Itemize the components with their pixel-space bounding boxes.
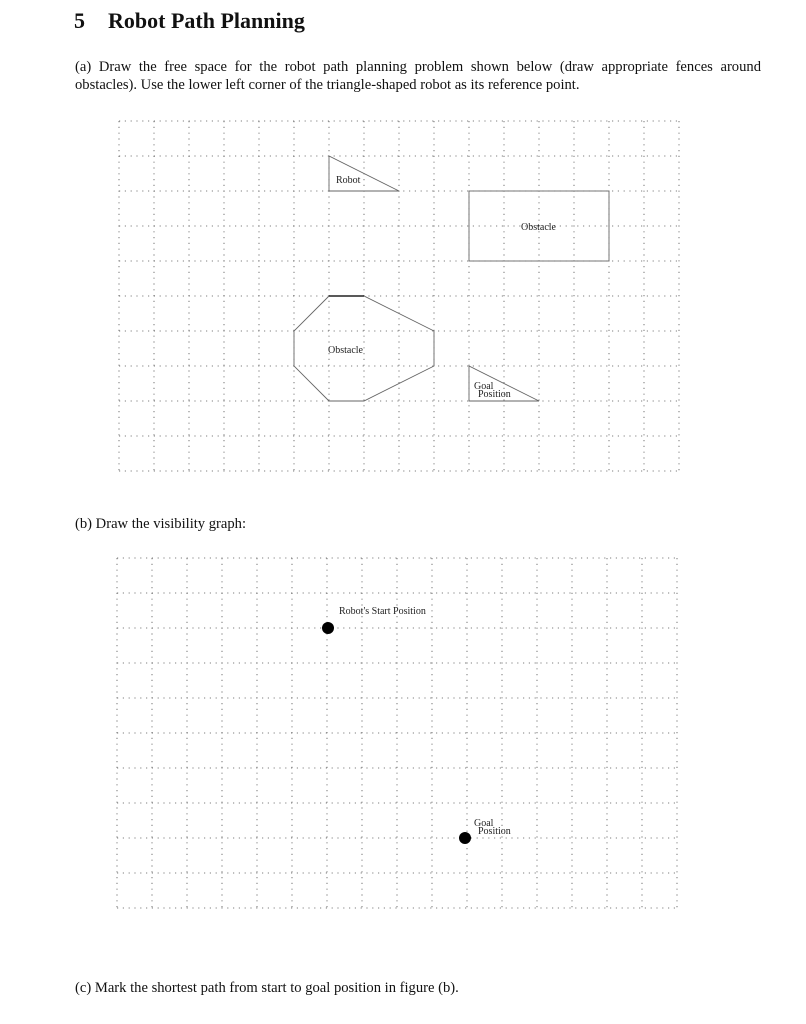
part-a-instructions: (a) Draw the free space for the robot path planning problem shown below (draw appropriate fences around obstacles). Use the lower left corner of the triangle-shaped robot as its reference point. <box>75 59 761 93</box>
start-point <box>322 622 334 634</box>
goal-label-line1: Goal <box>474 381 494 392</box>
octagon-obstacle-label: Obstacle <box>328 345 363 356</box>
goal-label-line2: Position <box>478 389 511 400</box>
goal-point <box>459 832 471 844</box>
goal-b-label-line2: Position <box>478 826 511 837</box>
goal-b-label-line1: Goal <box>474 818 494 829</box>
part-b-instructions: (b) Draw the visibility graph: <box>75 516 247 532</box>
section-number: 5 <box>74 8 85 33</box>
robot-label: Robot <box>336 175 361 186</box>
figure-a <box>294 156 609 401</box>
octagon-obstacle <box>294 296 434 401</box>
section-title-text: Robot Path Planning <box>108 8 305 33</box>
rect-obstacle-label: Obstacle <box>521 222 556 233</box>
start-label: Robot's Start Position <box>339 606 426 617</box>
figure-a-grid <box>119 121 679 471</box>
part-c-instructions: (c) Mark the shortest path from start to goal position in figure (b). <box>75 980 459 996</box>
